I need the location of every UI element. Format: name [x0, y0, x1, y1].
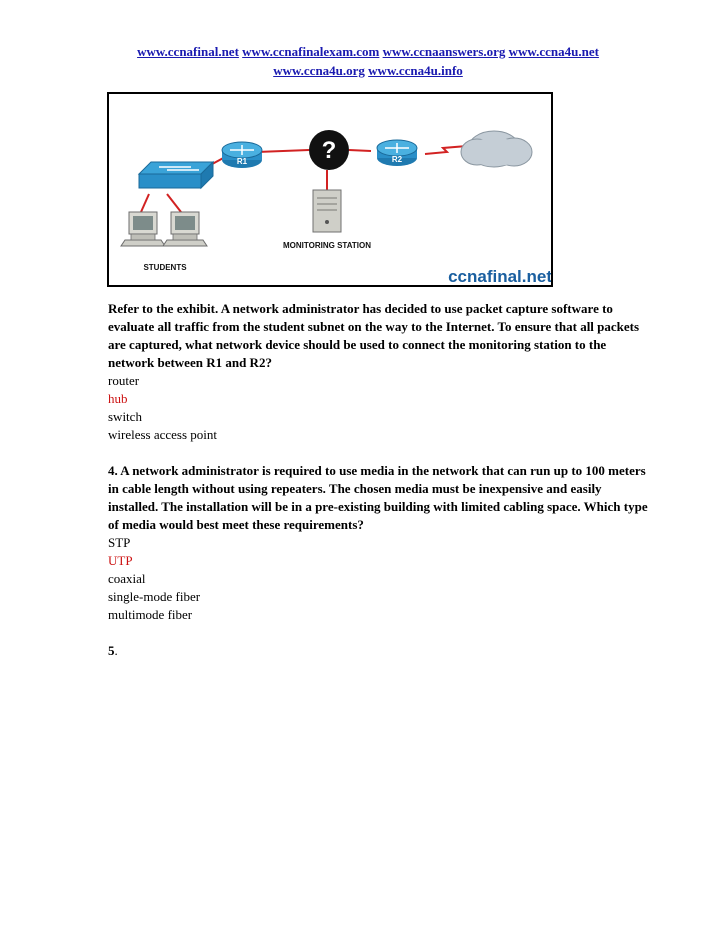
student-pc-1-icon [121, 212, 165, 246]
q4-option-stp: STP [108, 535, 131, 550]
link-ccnafinal-net[interactable]: www.ccnafinal.net [137, 44, 239, 59]
spacer [108, 444, 648, 462]
q4-option-multimode-fiber: multimode fiber [108, 607, 193, 622]
link-ccna4u-net[interactable]: www.ccna4u.net [508, 44, 599, 59]
question-5-suffix: . [114, 643, 118, 658]
link-ccna4u-org[interactable]: www.ccna4u.org [273, 63, 365, 78]
question-3-text: Refer to the exhibit. A network administrator has decided to use packet capture software to evaluate all traffic from the student subnet on the way to the Internet. To ensure that all packets are captured, what network device should be used to connect the monitoring station to the network between R1 and R2? [108, 301, 640, 370]
q4-option-coaxial: coaxial [108, 571, 146, 586]
q3-option-switch: switch [108, 409, 142, 424]
monitoring-station-icon [313, 190, 341, 232]
network-exhibit [107, 92, 553, 287]
router-r2-icon [377, 140, 417, 166]
q4-option-single-mode-fiber: single-mode fiber [108, 589, 201, 604]
q4-option-utp-correct: UTP [108, 553, 133, 568]
network-diagram [109, 94, 553, 287]
router-r1-icon [222, 142, 262, 168]
question-5-number: 5 [108, 643, 115, 658]
question-content [108, 300, 648, 660]
switch-icon [139, 162, 213, 188]
cable-pc1 [141, 194, 149, 212]
question-4-text [108, 462, 648, 534]
link-ccnafinalexam-com[interactable]: www.ccnafinalexam.com [242, 44, 380, 59]
spacer [108, 624, 648, 642]
internet-cloud-icon [461, 131, 532, 167]
monitoring-station-label: MONITORING STATION [283, 241, 371, 250]
question-5-heading [108, 642, 648, 660]
link-ccnaanswers-org[interactable]: www.ccnaanswers.org [382, 44, 506, 59]
router-r2-label: R2 [391, 155, 403, 164]
header-links [108, 42, 628, 80]
watermark-text: ccnafinal.net [448, 267, 552, 286]
link-ccna4u-info[interactable]: www.ccna4u.info [368, 63, 463, 78]
q3-option-router: router [108, 373, 140, 388]
cable-device-r2 [349, 150, 371, 151]
cable-r1-device [257, 150, 309, 152]
student-pc-2-icon [163, 212, 207, 246]
question-4-number: 4 [108, 463, 115, 478]
students-label: STUDENTS [143, 263, 187, 272]
unknown-device-label: ? [321, 137, 337, 164]
q3-option-hub-correct: hub [108, 391, 128, 406]
q3-option-wireless-access-point: wireless access point [108, 427, 218, 442]
question-4-body: . A network administrator is required to use media in the network that can run up to 100 meters in cable length without using repeaters. The chosen media must be inexpensive and easily installed. The installation will be in a pre-existing building with limited cabling space. Which type of media would best meet these requirements? [108, 463, 648, 532]
router-r1-label: R1 [236, 157, 248, 166]
unknown-device-icon [309, 130, 349, 170]
cable-pc2 [167, 194, 181, 212]
